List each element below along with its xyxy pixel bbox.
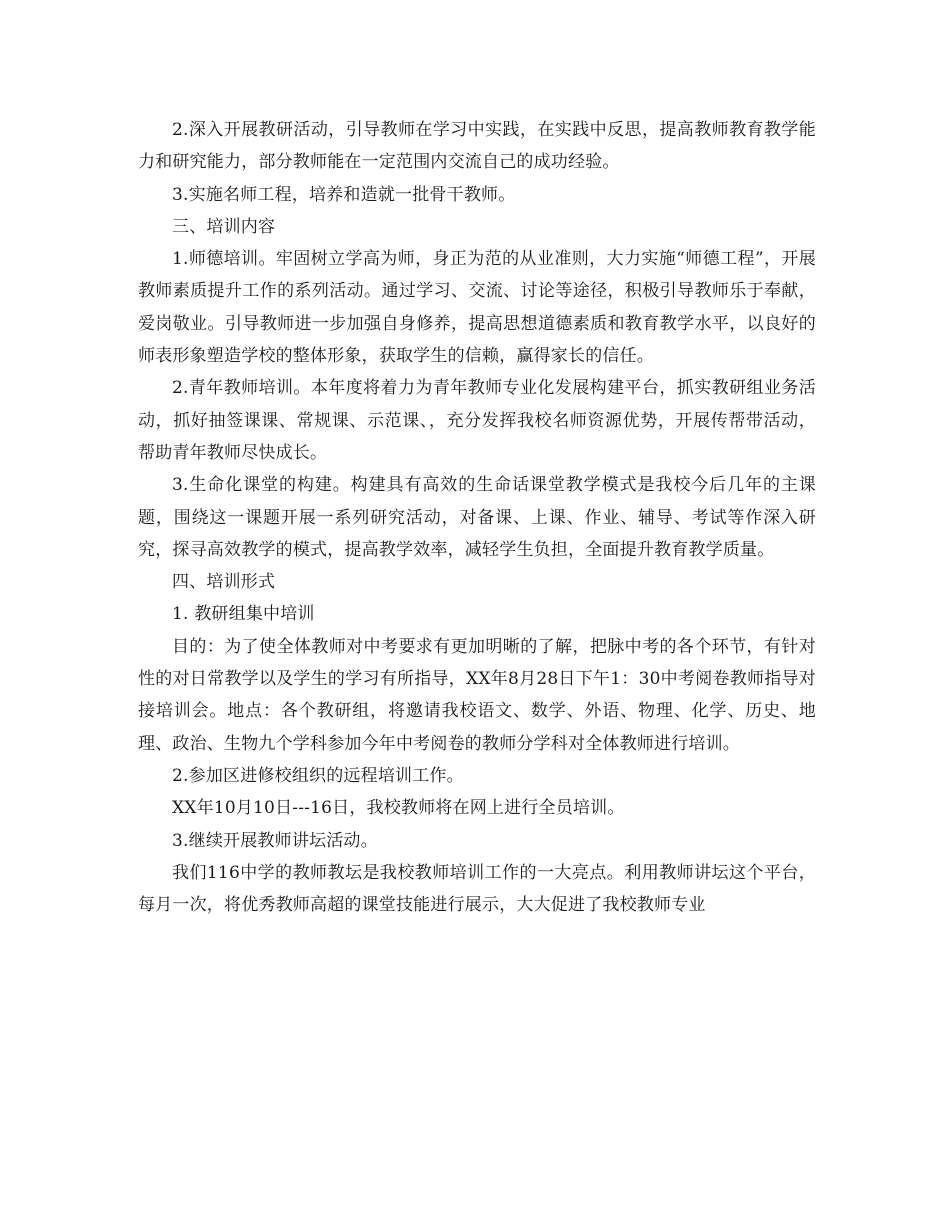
paragraph-group-training-purpose: 目的：为了使全体教师对中考要求有更加明晰的了解，把脉中考的各个环节，有针对性的对日常教学以及学生的学习有所指导，XX年8月28日下午1：30中考阅卷教师指导对接培训会。地点：各个教研组，将邀请我校语文、数学、外语、物理、化学、历史、地理、政治、生物九个学科参加今年中考阅卷的教师分学科对全体教师进行培训。 (138, 636, 816, 754)
subheading-remote-training: 2.参加区进修校组织的远程培训工作。 (172, 765, 464, 786)
paragraph-goal-2: 2.深入开展教研活动，引导教师在学习中实践，在实践中反思，提高教师教育教学能力和研究能力，部分教师能在一定范围内交流自己的成功经验。 (138, 120, 816, 173)
paragraph-goal-3: 3.实施名师工程，培养和造就一批骨干教师。 (172, 184, 516, 205)
paragraph-ethics-training: 1.师德培训。牢固树立学高为师，身正为范的从业准则，大力实施“师德工程”，开展教师素质提升工作的系列活动。通过学习、交流、讨论等途径，积极引导教师乐于奉献，爱岗敬业。引导教师进一步加强自身修养，提高思想道德素质和教育教学水平，以良好的师表形象塑造学校的整体形象，获取学生的信赖，赢得家长的信任。 (138, 249, 816, 367)
subheading-group-training: 1. 教研组集中培训 (172, 604, 315, 625)
document-body (138, 114, 816, 921)
paragraph-young-teacher-training: 2.青年教师培训。本年度将着力为青年教师专业化发展构建平台，抓实教研组业务活动，抓好抽签课课、常规课、示范课、，充分发挥我校名师资源优势，开展传帮带活动，帮助青年教师尽快成长。 (138, 378, 816, 463)
paragraph-remote-training-dates: XX年10月10日---16日，我校教师将在网上进行全员培训。 (172, 798, 625, 819)
paragraph-classroom-construction: 3.生命化课堂的构建。构建具有高效的生命话课堂教学模式是我校今后几年的主课题，围绕这一课题开展一系列研究活动，对备课、上课、作业、辅导、考试等作深入研究，探寻高效教学的模式，提高教学效率，减轻学生负担，全面提升教育教学质量。 (138, 475, 816, 560)
section-heading-training-format: 四、培训形式 (172, 572, 276, 593)
paragraph-teacher-forum: 我们116中学的教师教坛是我校教师培训工作的一大亮点。利用教师讲坛这个平台，每月一次，将优秀教师高超的课堂技能进行展示，大大促进了我校教师专业 (138, 862, 816, 916)
subheading-teacher-forum: 3.继续开展教师讲坛活动。 (172, 830, 378, 851)
section-heading-training-content: 三、培训内容 (172, 216, 276, 237)
